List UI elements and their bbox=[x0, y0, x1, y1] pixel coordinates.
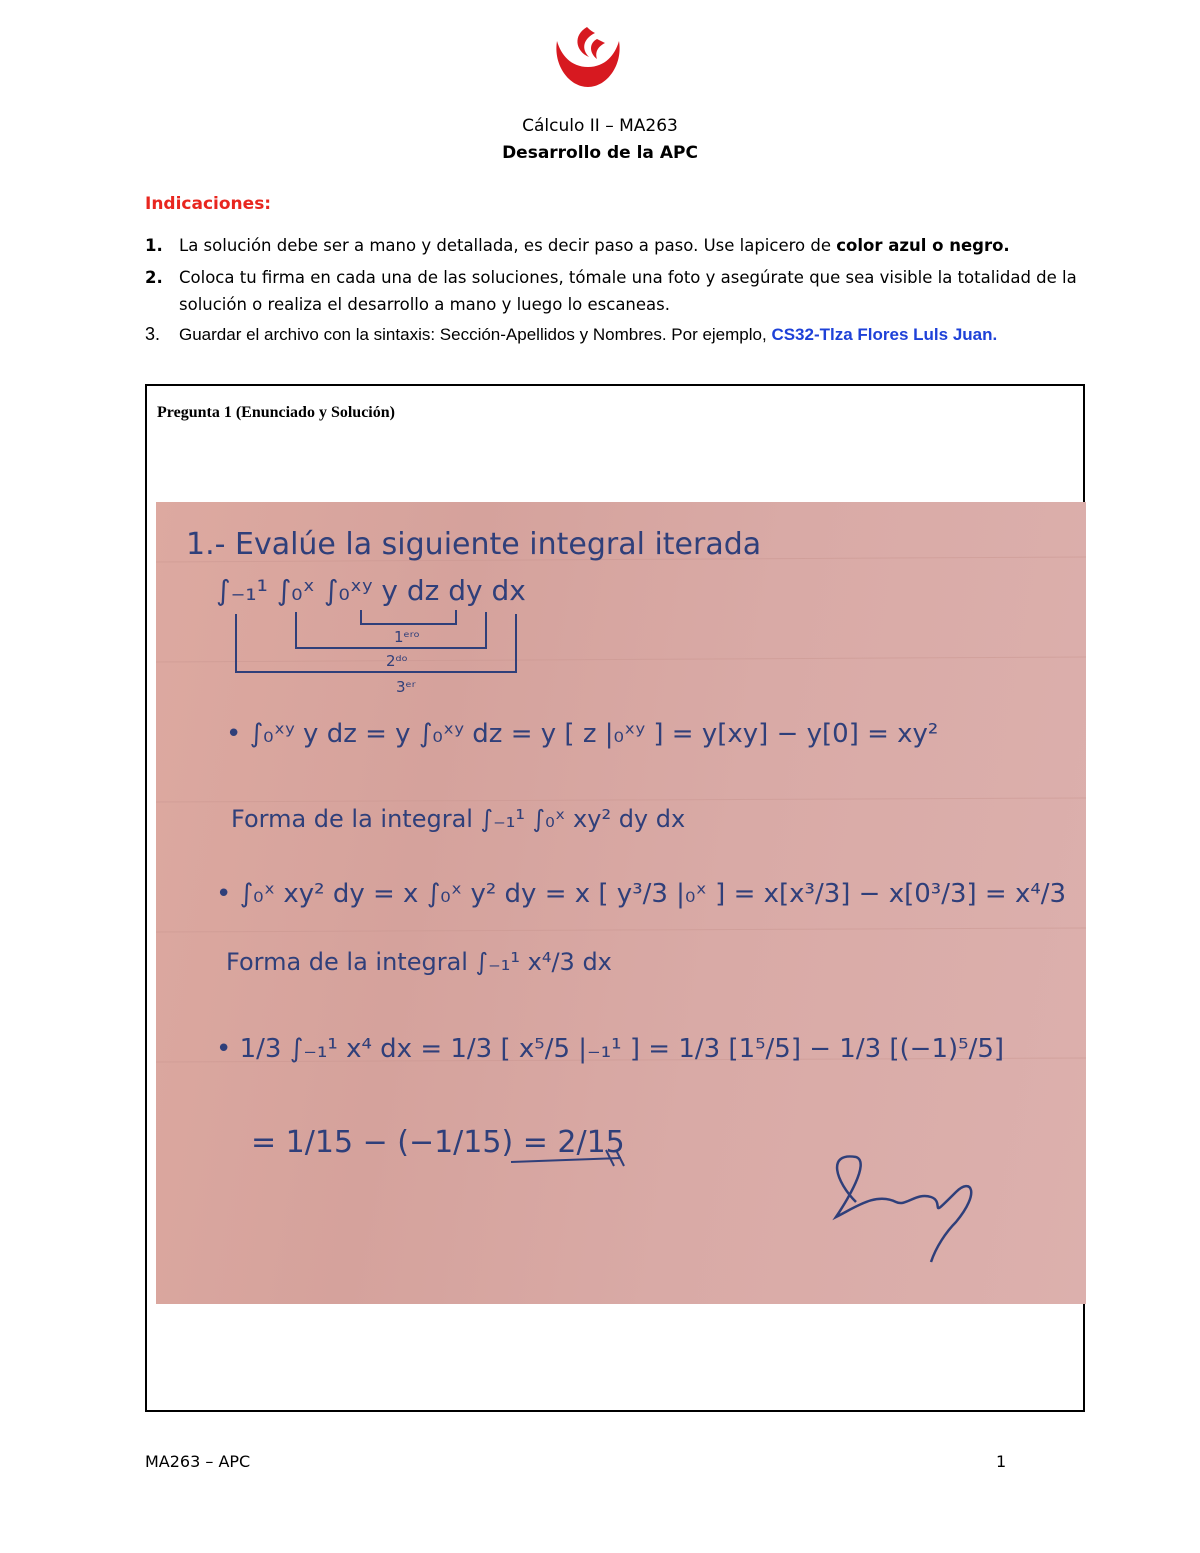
order-brackets bbox=[236, 610, 516, 672]
order-second: 2ᵈᵒ bbox=[386, 652, 408, 670]
document-subtitle: Desarrollo de la APC bbox=[502, 143, 698, 163]
instruction-item-2 bbox=[145, 264, 1085, 318]
final-result: = 1/15 − (−1/15) = 2/15 bbox=[251, 1125, 625, 1160]
instruction-item-1 bbox=[145, 232, 1085, 259]
instruction-text: La solución debe ser a mano y detallada, es decir paso a paso. Use lapicero de bbox=[179, 236, 837, 255]
indicaciones-heading: Indicaciones: bbox=[145, 194, 272, 214]
course-title: Cálculo II – MA263 bbox=[522, 116, 678, 136]
page-number: 1 bbox=[996, 1452, 1007, 1471]
question-label: Pregunta 1 (Enunciado y Solución) bbox=[157, 404, 395, 421]
instruction-text: Guardar el archivo con la sintaxis: Sección-Apellidos y Nombres. Por ejemplo, bbox=[179, 325, 772, 344]
instruction-number: 2. bbox=[145, 268, 163, 287]
question-box bbox=[145, 384, 1085, 1412]
footer-course-code: MA263 – APC bbox=[145, 1452, 251, 1471]
instruction-number: 1. bbox=[145, 236, 163, 255]
handwritten-solution-photo bbox=[156, 502, 1086, 1304]
instruction-item-3 bbox=[145, 323, 1085, 346]
signature bbox=[836, 1156, 971, 1262]
upc-logo bbox=[551, 25, 625, 91]
integral-form-1: Forma de la integral ∫₋₁¹ ∫₀ˣ xy² dy dx bbox=[231, 805, 686, 833]
instruction-number: 3. bbox=[145, 324, 161, 344]
iterated-integral: ∫₋₁¹ ∫₀ˣ ∫₀ˣʸ y dz dy dx bbox=[216, 574, 526, 607]
filename-example: CS32-Tlza Flores Luls Juan. bbox=[771, 325, 998, 344]
instructions-list bbox=[145, 232, 1085, 351]
order-first: 1ᵉʳᵒ bbox=[394, 628, 420, 646]
instruction-emphasis: color azul o negro. bbox=[836, 236, 1010, 255]
problem-statement: 1.- Evalúe la siguiente integral iterada bbox=[186, 527, 762, 562]
step-1: • ∫₀ˣʸ y dz = y ∫₀ˣʸ dz = y [ z |₀ˣʸ ] = y[xy] − y[0] = xy² bbox=[226, 719, 939, 749]
step-2: • ∫₀ˣ xy² dy = x ∫₀ˣ y² dy = x [ y³/3 |₀ˣ ] = x[x³/3] − x[0³/3] = x⁴/3 bbox=[216, 879, 1067, 909]
handwriting-svg bbox=[156, 502, 1086, 1304]
integral-form-2: Forma de la integral ∫₋₁¹ x⁴/3 dx bbox=[226, 948, 612, 976]
step-3: • 1/3 ∫₋₁¹ x⁴ dx = 1/3 [ x⁵/5 |₋₁¹ ] = 1/3 [1⁵/5] − 1/3 [(−1)⁵/5] bbox=[216, 1034, 1005, 1064]
order-third: 3ᵉʳ bbox=[396, 678, 416, 696]
instruction-text: Coloca tu firma en cada una de las soluciones, tómale una foto y asegúrate que sea visible la totalidad de la solución o realiza el desarrollo a mano y luego lo escaneas. bbox=[179, 268, 1077, 314]
